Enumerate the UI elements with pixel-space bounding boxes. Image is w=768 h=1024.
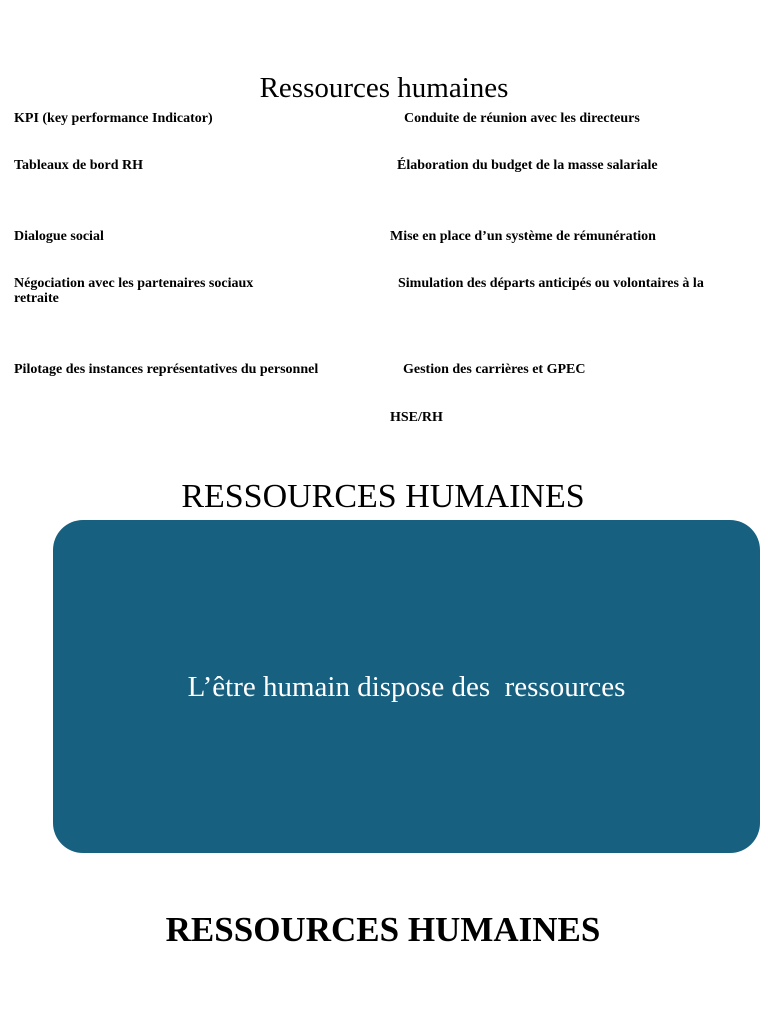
left-item-overflow-retraite: retraite (14, 291, 59, 306)
right-item-hse-rh: HSE/RH (390, 410, 443, 425)
left-item-kpi: KPI (key performance Indicator) (14, 111, 213, 126)
page-title: Ressources humaines (259, 72, 509, 104)
left-item-tableaux-de-bord: Tableaux de bord RH (14, 158, 144, 173)
left-item-negociation: Négociation avec les partenaires sociaux (14, 276, 254, 291)
right-item-systeme-remuneration: Mise en place d’un système de rémunération (390, 229, 656, 244)
right-item-simulation-departs: Simulation des départs anticipés ou volontaires à la (398, 276, 704, 291)
right-item-budget-masse-salariale: Élaboration du budget de la masse salariale (397, 158, 658, 173)
right-item-conduite-reunion: Conduite de réunion avec les directeurs (404, 111, 640, 126)
panel-text: L’être humain dispose des ressources (187, 670, 626, 703)
definition-panel (53, 520, 760, 853)
section-heading-bold: RESSOURCES HUMAINES (165, 910, 601, 949)
left-item-pilotage: Pilotage des instances représentatives du personnel (14, 362, 319, 377)
section-heading-upper: RESSOURCES HUMAINES (181, 478, 585, 515)
left-item-dialogue-social: Dialogue social (14, 229, 104, 244)
right-item-gestion-carrieres: Gestion des carrières et GPEC (403, 362, 586, 377)
